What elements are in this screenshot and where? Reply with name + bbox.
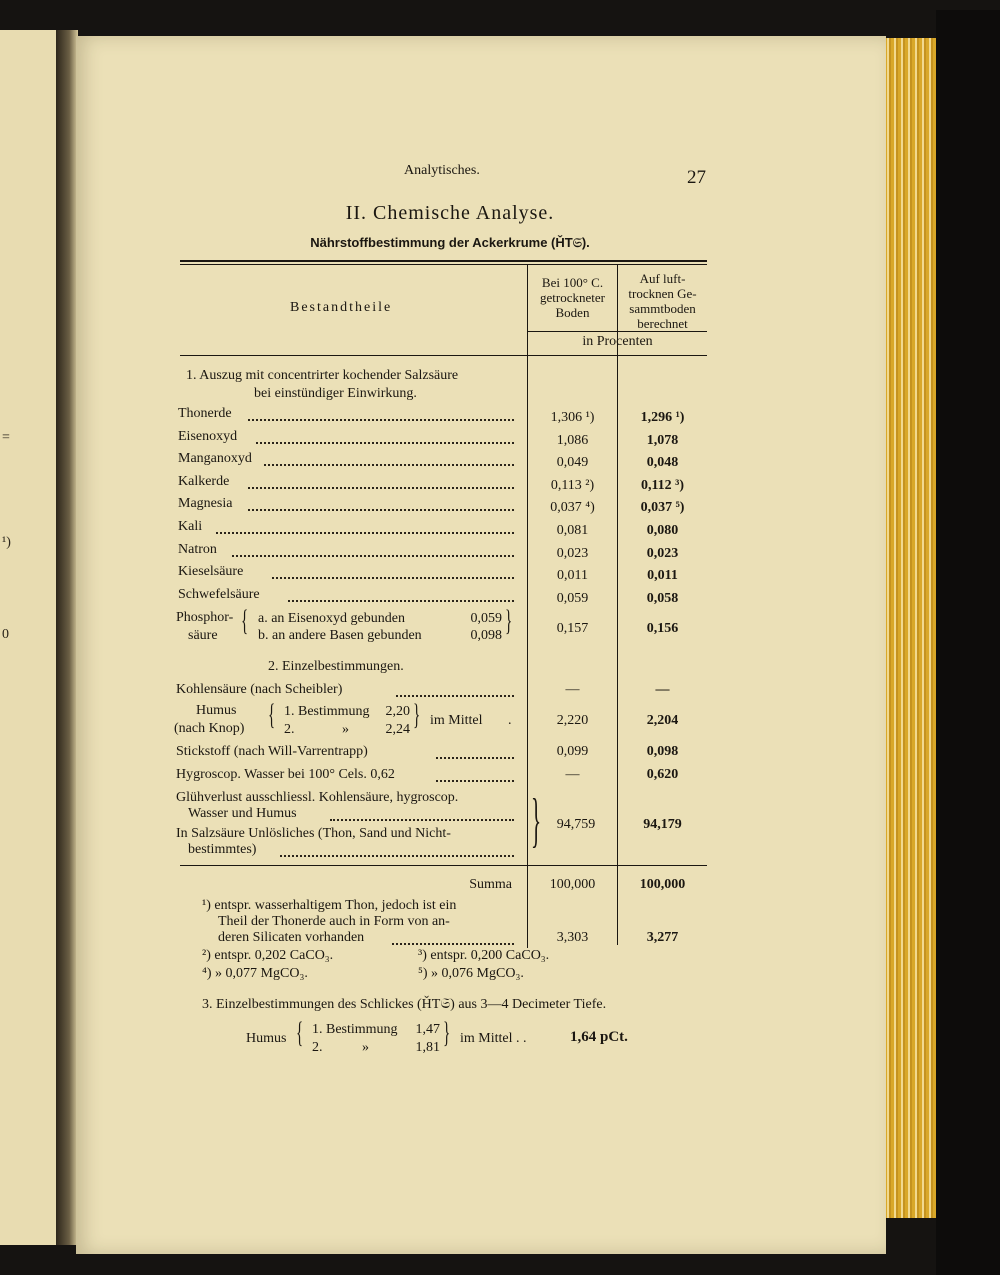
left-fragment: 0 bbox=[2, 627, 9, 642]
nutrient-value-airdried: 0,048 bbox=[646, 455, 679, 470]
left-fragment: = bbox=[2, 430, 10, 445]
col1-line: getrockneter bbox=[540, 290, 605, 305]
footnote-1-value-dried: 3,303 bbox=[556, 930, 589, 945]
leader-dots bbox=[436, 780, 514, 782]
book-gutter bbox=[56, 30, 78, 1245]
nutrient-value-dried: 1,306 ¹) bbox=[550, 410, 595, 425]
nutrient-value-airdried: 0,011 bbox=[647, 568, 678, 583]
nutrient-label: Manganoxyd bbox=[178, 451, 252, 466]
phosphor-b-value: 0,098 bbox=[470, 628, 502, 643]
nutrient-value-dried: 0,081 bbox=[556, 523, 589, 538]
phosphor-a: a. an Eisenoxyd gebunden bbox=[258, 611, 405, 626]
nutrient-value-dried: 0,113 ²) bbox=[550, 478, 595, 493]
nutrient-value-dried: 0,049 bbox=[556, 455, 589, 470]
humus-label: Humus bbox=[196, 703, 237, 718]
leader-dots bbox=[264, 464, 514, 466]
humus-label-cont: (nach Knop) bbox=[174, 721, 245, 736]
humus-mittel: im Mittel bbox=[430, 713, 483, 728]
footnote-5: ⁵) » 0,076 MgCO₃. bbox=[418, 966, 524, 981]
part3-b2: 2. bbox=[312, 1040, 323, 1055]
table-title: Nährstoffbestimmung der Ackerkrume (ȞT𝔖). bbox=[310, 235, 590, 250]
leader-dots bbox=[216, 532, 514, 534]
nutrient-value-airdried: 0,058 bbox=[646, 591, 679, 606]
phosphor-label: Phosphor- bbox=[176, 610, 234, 625]
part2-heading: 2. Einzelbestimmungen. bbox=[268, 659, 404, 674]
gluehverlust-line: Glühverlust ausschliessl. Kohlensäure, hygroscop. bbox=[176, 790, 459, 805]
header-bottom-rule bbox=[180, 355, 707, 356]
nutrient-value-airdried: 0,023 bbox=[646, 546, 679, 561]
running-title: Analytisches. bbox=[404, 163, 480, 178]
brace-right: } bbox=[413, 698, 421, 731]
part3-b2-value: 1,81 bbox=[415, 1040, 440, 1055]
phosphor-value-dried: 0,157 bbox=[556, 621, 589, 636]
humus-value-airdried: 2,204 bbox=[646, 713, 679, 728]
nutrient-value-dried: 0,059 bbox=[556, 591, 589, 606]
nutrient-value-airdried: 0,037 ⁵) bbox=[640, 500, 685, 515]
gluehverlust-line: Wasser und Humus bbox=[188, 806, 297, 821]
kohlensaeure-value-airdried: — bbox=[655, 682, 670, 697]
phosphor-a-value: 0,059 bbox=[470, 611, 502, 626]
summa-rule bbox=[180, 865, 707, 866]
gluehverlust-value-airdried: 94,179 bbox=[643, 817, 682, 832]
unit-label: in Procenten bbox=[582, 334, 653, 349]
kohlensaeure-value-dried: — bbox=[565, 682, 580, 697]
nutrient-label: Eisenoxyd bbox=[178, 429, 238, 444]
humus-b2-value: 2,24 bbox=[385, 722, 410, 737]
leader-dots bbox=[248, 487, 514, 489]
col2-line: berechnet bbox=[637, 316, 688, 331]
col1-line: Boden bbox=[555, 305, 590, 320]
kohlensaeure-label: Kohlensäure (nach Scheibler) bbox=[176, 682, 343, 697]
part3-result: 1,64 pCt. bbox=[570, 1029, 628, 1045]
brace-left: { bbox=[296, 1016, 304, 1049]
leader-dot: . bbox=[508, 713, 512, 728]
phosphor-value-airdried: 0,156 bbox=[646, 621, 679, 636]
nutrient-label: Kali bbox=[178, 519, 203, 534]
nutrient-value-airdried: 1,296 ¹) bbox=[640, 410, 685, 425]
part3-heading: 3. Einzelbestimmungen des Schlickes (ȞT𝔖) aus 3—4 Decimeter Tiefe. bbox=[202, 997, 607, 1012]
book-cover bbox=[936, 10, 1000, 1275]
summa-label: Summa bbox=[469, 877, 512, 892]
summa-value-airdried: 100,000 bbox=[639, 877, 686, 892]
page-number: 27 bbox=[687, 167, 706, 188]
gluehverlust-value-dried: 94,759 bbox=[556, 817, 596, 832]
nutrient-value-airdried: 1,078 bbox=[646, 433, 679, 448]
leader-dots bbox=[392, 943, 514, 945]
leader-dots bbox=[256, 442, 514, 444]
table-top-rule bbox=[180, 260, 707, 262]
humus-b2: 2. bbox=[284, 722, 295, 737]
nutrient-value-dried: 0,011 bbox=[557, 568, 588, 583]
part3-b1-value: 1,47 bbox=[415, 1022, 440, 1037]
leader-dots bbox=[396, 695, 514, 697]
nutrient-label: Natron bbox=[178, 542, 217, 557]
footnote-1-cont: Theil der Thonerde auch in Form von an- bbox=[218, 914, 450, 929]
brace-right: } bbox=[531, 787, 542, 853]
nutrient-label: Magnesia bbox=[178, 496, 233, 511]
summa-value-dried: 100,000 bbox=[549, 877, 596, 892]
col1-line: Bei 100° C. bbox=[541, 275, 604, 290]
humus-value-dried: 2,220 bbox=[556, 713, 589, 728]
leader-dots bbox=[330, 819, 514, 821]
part3-mittel: im Mittel . . bbox=[460, 1031, 527, 1046]
nutrient-label: Schwefelsäure bbox=[178, 587, 260, 602]
nutrient-label: Kalkerde bbox=[178, 474, 230, 489]
brace-left: { bbox=[268, 698, 276, 731]
column-header-dried bbox=[528, 275, 617, 320]
column-header-airdried bbox=[618, 271, 707, 331]
humus-b2-ditto: » bbox=[342, 722, 349, 737]
brace-left: { bbox=[241, 604, 249, 637]
column-header-bestandtheile: Bestandtheile bbox=[290, 300, 393, 315]
part3-b2-ditto: » bbox=[362, 1040, 369, 1055]
part3-humus-label: Humus bbox=[246, 1031, 287, 1046]
left-page-edge bbox=[0, 30, 60, 1245]
table-top-rule-thin bbox=[180, 264, 707, 265]
part3-b1: 1. Bestimmung bbox=[312, 1022, 398, 1037]
stickstoff-value-airdried: 0,098 bbox=[646, 744, 679, 759]
leader-dots bbox=[232, 555, 514, 557]
footnote-1: ¹) entspr. wasserhaltigem Thon, jedoch ist ein bbox=[202, 898, 457, 913]
phosphor-label-cont: säure bbox=[188, 628, 218, 643]
brace-right: } bbox=[505, 604, 513, 637]
part1-heading-cont: bei einstündiger Einwirkung. bbox=[254, 386, 417, 401]
hygroscop-value-airdried: 0,620 bbox=[646, 767, 679, 782]
col2-line: sammtboden bbox=[629, 301, 696, 316]
phosphor-b: b. an andere Basen gebunden bbox=[258, 628, 422, 643]
brace-right: } bbox=[443, 1016, 451, 1049]
nutrient-value-dried: 1,086 bbox=[556, 433, 589, 448]
col2-line: Auf luft- bbox=[639, 271, 686, 286]
gluehverlust-line: In Salzsäure Unlösliches (Thon, Sand und Nicht- bbox=[176, 826, 451, 841]
nutrient-value-dried: 0,037 ⁴) bbox=[550, 500, 595, 515]
leader-dots bbox=[288, 600, 514, 602]
leader-dots bbox=[272, 577, 514, 579]
hygroscop-label: Hygroscop. Wasser bei 100° Cels. 0,62 bbox=[176, 767, 395, 782]
part1-heading: 1. Auszug mit concentrirter kochender Salzsäure bbox=[186, 368, 459, 383]
nutrient-label: Thonerde bbox=[178, 406, 232, 421]
footnote-2: ²) entspr. 0,202 CaCO₃. bbox=[202, 948, 334, 963]
leader-dots bbox=[436, 757, 514, 759]
leader-dots bbox=[280, 855, 514, 857]
leader-dots bbox=[248, 509, 514, 511]
nutrient-value-airdried: 0,112 ³) bbox=[640, 478, 685, 493]
left-fragment: ¹) bbox=[2, 535, 11, 550]
humus-b1: 1. Bestimmung bbox=[284, 704, 370, 719]
footnote-4: ⁴) » 0,077 MgCO₃. bbox=[202, 966, 308, 981]
page-edges bbox=[884, 38, 940, 1218]
stickstoff-label: Stickstoff (nach Will-Varrentrapp) bbox=[176, 744, 368, 759]
nutrient-label: Kieselsäure bbox=[178, 564, 244, 579]
nutrient-value-dried: 0,023 bbox=[556, 546, 589, 561]
col2-line: trocknen Ge- bbox=[628, 286, 697, 301]
humus-b1-value: 2,20 bbox=[385, 704, 410, 719]
hygroscop-value-dried: — bbox=[565, 767, 580, 782]
gluehverlust-line: bestimmtes) bbox=[188, 842, 257, 857]
section-title: II. Chemische Analyse. bbox=[345, 202, 555, 224]
footnote-1-cont: deren Silicaten vorhanden bbox=[218, 930, 365, 945]
nutrient-value-airdried: 0,080 bbox=[646, 523, 679, 538]
leader-dots bbox=[248, 419, 514, 421]
footnote-1-value-airdried: 3,277 bbox=[646, 930, 679, 945]
stickstoff-value-dried: 0,099 bbox=[556, 744, 589, 759]
footnote-3: ³) entspr. 0,200 CaCO₃. bbox=[418, 948, 550, 963]
